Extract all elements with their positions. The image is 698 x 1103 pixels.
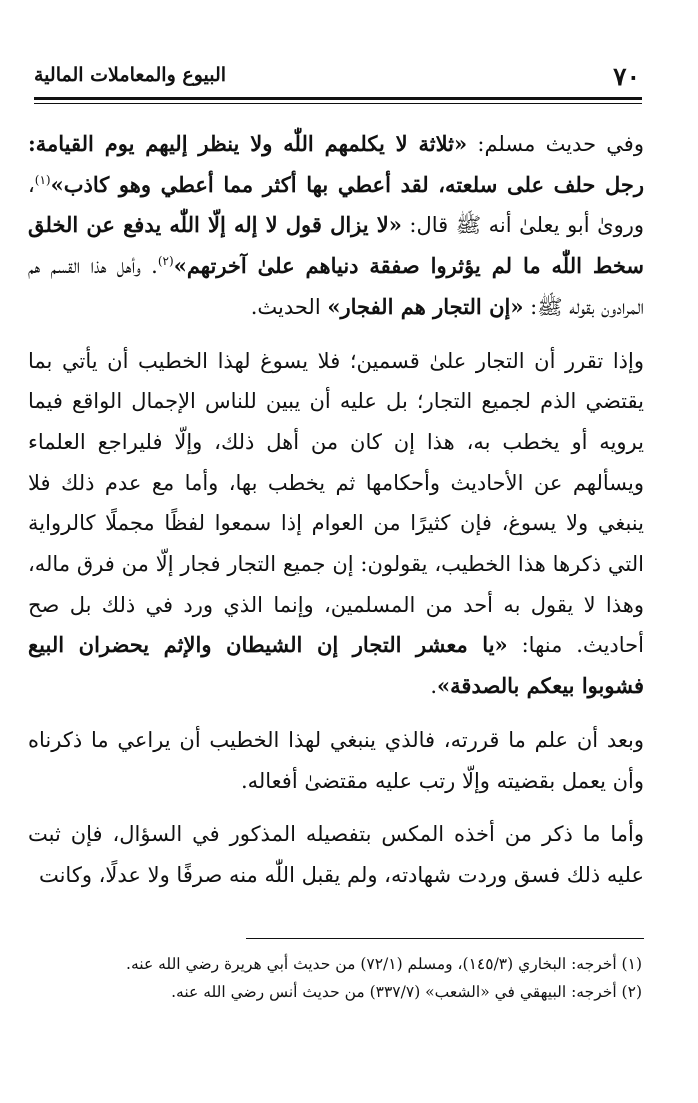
body-text: [28, 124, 644, 896]
paragraph: [28, 720, 644, 801]
footnote-ref: (٢): [157, 254, 174, 269]
header-rule-thin: [34, 103, 642, 104]
text-run: وإذا تقرر أن التجار علىٰ قسمين؛ فلا يسوغ لهذا الخطيب أن يأتي بما يقتضي الذم لجميع التجار؛ بل عليه أن يبين للناس الإجمال الواقع فيما يرويه أو يخطب به، هذا إن كان من أهل ذلك، وإلّا فليراجع العلماء ويسألهم عن الأحاديث وأحكامها ثم يخطب بها، وأما مع عدم ذلك فلا ينبغي ولا يسوغ، فإن كثيرًا من العوام إذا سمعوا لفظًا مجملًا كالرواية التي ذكرها هذا الخطيب، يقولون: إن جميع التجار فجار إلّا من فرق ماله، وهذا لا يقول به أحد من المسلمين، وإنما الذي ورد في ذلك بل صح أحاديث. منها:: [28, 348, 644, 658]
footnote-rule: [246, 938, 644, 939]
text-run: وبعد أن علم ما قررته، فالذي ينبغي لهذا الخطيب أن يراعي ما ذكرناه وأن يعمل بقضيته وإلّا رتب عليه مقتضىٰ أفعاله.: [28, 727, 644, 793]
paragraph-gap: [28, 328, 644, 341]
hadith-quote: «إن التجار هم الفجار»: [327, 293, 524, 319]
paragraph: [28, 814, 644, 895]
footnote: (٢) أخرجه: البيهقي في «الشعب» (٣٣٧/٧) من حديث أنس رضي الله عنه.: [171, 983, 642, 1001]
header-rule-thick: [34, 97, 642, 100]
hadith-quote: «لا يزال قول لا إله إلّا اللّٰه يدفع عن الخلق سخط اللّٰه ما لم يؤثروا صفقة دنياهم علىٰ آخرتهم»: [28, 212, 644, 279]
text-run: وأما ما ذكر من أخذه المكس بتفصيله المذكور في السؤال، فإن ثبت عليه ذلك فسق وردت شهادته، ولم يقبل اللّٰه منه صرفًا ولا عدلًا، وكانت: [28, 822, 644, 887]
footnotes: [28, 950, 642, 1006]
text-run: . وأهل هذا القسم هم المرادون بقوله ﷺ:: [28, 254, 644, 319]
page-header: [34, 52, 640, 92]
footnote: (١) أخرجه: البخاري (١٤٥/٣)، ومسلم (٧٢/١) من حديث أبي هريرة رضي الله عنه.: [126, 955, 642, 973]
paragraph: [28, 341, 644, 707]
hadith-quote: «ثلاثة لا يكلمهم اللّٰه ولا ينظر إليهم يوم القيامة: رجل حلف على سلعته، لقد أعطي بها أكثر مما أعطي وهو كاذب»: [28, 131, 644, 197]
text-run: الحديث.: [250, 294, 328, 319]
running-title: البيوع والمعاملات المالية: [34, 64, 227, 86]
paragraph-gap: [28, 801, 644, 814]
hadith-quote: «يا معشر التجار إن الشيطان والإثم يحضران البيع فشوبوا بيعكم بالصدقة»: [28, 632, 644, 699]
text-run: ، وروىٰ أبو يعلىٰ أنه ﷺ قال:: [28, 172, 644, 238]
paragraph: [28, 124, 644, 328]
paragraph-gap: [28, 707, 644, 720]
page-number: ٧٠: [613, 62, 640, 91]
footnote-ref: (١): [34, 172, 51, 187]
text-run: .: [430, 674, 438, 699]
text-run: وفي حديث مسلم:: [467, 132, 644, 156]
